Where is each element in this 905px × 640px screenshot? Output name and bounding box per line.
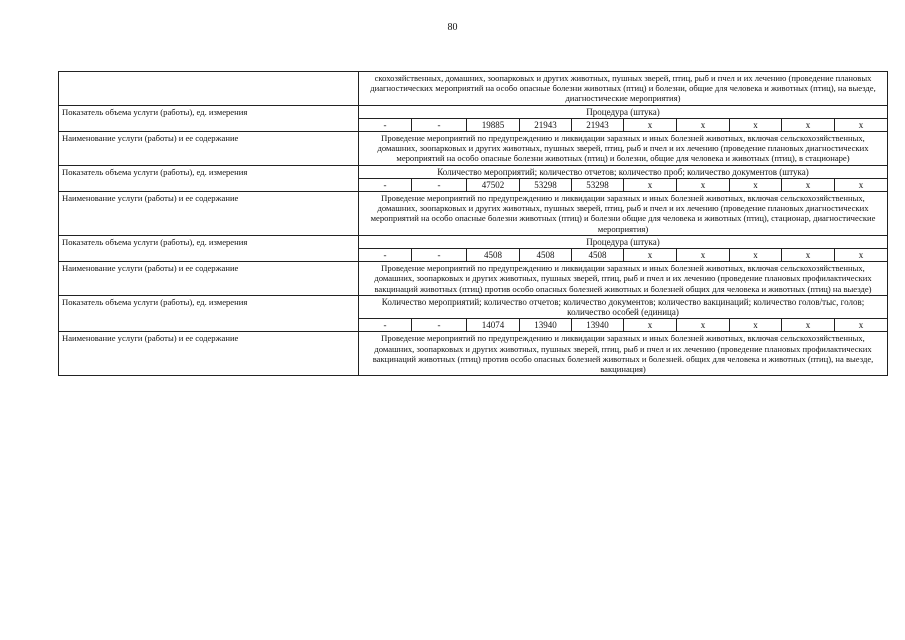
- value-cell: х: [835, 178, 888, 191]
- service-description: Проведение мероприятий по предупреждению и ликвидации заразных и иных болезней животных, включая сельскохозяйственных, домашних, зоопарковых и других животных, пушных зверей, птиц, рыб и пчел и их лечению (проведение плановых профилактических вакцинаций животных (птиц) против особо опасных болезней животных и болезней общих для человека и животных (птиц) на выезде): [359, 262, 888, 296]
- row-label: Показатель объема услуги (работы), ед. измерения: [59, 295, 359, 332]
- value-cell: х: [835, 319, 888, 332]
- indicator-unit-row: [59, 235, 888, 248]
- value-cell: х: [835, 118, 888, 131]
- value-cell: х: [730, 319, 782, 332]
- value-cell: -: [412, 118, 467, 131]
- value-cell: 19885: [467, 118, 520, 131]
- indicator-unit-row: [59, 165, 888, 178]
- value-cell: 4508: [520, 249, 572, 262]
- service-name-row: [59, 262, 888, 296]
- indicator-unit: Процедура (штука): [359, 235, 888, 248]
- row-label: Показатель объема услуги (работы), ед. измерения: [59, 105, 359, 131]
- row-label: Наименование услуги (работы) и ее содержание: [59, 332, 359, 376]
- value-cell: х: [677, 249, 730, 262]
- value-cell: х: [624, 319, 677, 332]
- value-cell: х: [624, 118, 677, 131]
- service-name-row: [59, 72, 888, 106]
- value-cell: 53298: [520, 178, 572, 191]
- value-cell: 4508: [572, 249, 624, 262]
- value-cell: 53298: [572, 178, 624, 191]
- value-cell: -: [359, 249, 412, 262]
- row-label: Показатель объема услуги (работы), ед. измерения: [59, 165, 359, 191]
- indicator-unit: Количество мероприятий; количество отчетов; количество документов; количество вакцинаций; количество голов/тыс, голов; количество особей (единица): [359, 295, 888, 318]
- value-cell: -: [412, 178, 467, 191]
- service-table: [58, 71, 888, 376]
- value-cell: 13940: [572, 319, 624, 332]
- value-cell: х: [782, 178, 835, 191]
- value-cell: 4508: [467, 249, 520, 262]
- service-name-row: [59, 332, 888, 376]
- value-cell: х: [782, 249, 835, 262]
- value-cell: х: [677, 319, 730, 332]
- value-cell: 47502: [467, 178, 520, 191]
- service-description: скохозяйственных, домашних, зоопарковых и других животных, пушных зверей, птиц, рыб и пчел и их лечению (проведение плановых диагностических мероприятий на особо опасные болезни животных (птиц) и болезни, общие для человека и животных (птиц), на выезде, диагностические мероприятия): [359, 72, 888, 106]
- service-description: Проведение мероприятий по предупреждению и ликвидации заразных и иных болезней животных, включая сельскохозяйственных, домашних, зоопарковых и других животных, пушных зверей, птиц, рыб и пчел и их лечению (проведение плановых диагностических мероприятий на особо опасные болезни животных (птиц) и болезни общие для человека и животных (птиц), стационар, диагностические мероприятия): [359, 192, 888, 236]
- table-body: [59, 72, 888, 376]
- service-name-row: [59, 192, 888, 236]
- indicator-unit-row: [59, 295, 888, 318]
- value-cell: -: [412, 249, 467, 262]
- value-cell: -: [359, 319, 412, 332]
- row-label: Наименование услуги (работы) и ее содержание: [59, 262, 359, 296]
- value-cell: х: [730, 118, 782, 131]
- value-cell: -: [359, 118, 412, 131]
- page-number: 80: [447, 22, 458, 33]
- value-cell: х: [782, 319, 835, 332]
- value-cell: -: [412, 319, 467, 332]
- value-cell: х: [624, 178, 677, 191]
- service-name-row: [59, 132, 888, 166]
- value-cell: 21943: [572, 118, 624, 131]
- value-cell: х: [677, 178, 730, 191]
- service-description: Проведение мероприятий по предупреждению и ликвидации заразных и иных болезней животных, включая сельскохозяйственных, домашних, зоопарковых и других животных, пушных зверей, птиц, рыб и пчел и их лечению (проведение плановых диагностических мероприятий на особо опасные болезни животных (птиц) и болезни, общие для человека и животных (птиц), в стационаре): [359, 132, 888, 166]
- row-label: Показатель объема услуги (работы), ед. измерения: [59, 235, 359, 261]
- value-cell: х: [677, 118, 730, 131]
- value-cell: -: [359, 178, 412, 191]
- value-cell: х: [624, 249, 677, 262]
- service-description: Проведение мероприятий по предупреждению и ликвидации заразных и иных болезней животных, включая сельскохозяйственных, домашних, зоопарковых и других животных, пушных зверей, птиц, рыб и пчел и их лечению (проведение плановых профилактических вакцинаций животных (птиц) против особо опасных болезней животных и болезней. общих для человека и животных (птиц), на выезде, вакцинация): [359, 332, 888, 376]
- value-cell: 14074: [467, 319, 520, 332]
- row-label: Наименование услуги (работы) и ее содержание: [59, 132, 359, 166]
- value-cell: х: [782, 118, 835, 131]
- value-cell: х: [730, 249, 782, 262]
- row-label: [59, 72, 359, 106]
- indicator-unit-row: [59, 105, 888, 118]
- indicator-unit: Процедура (штука): [359, 105, 888, 118]
- value-cell: 13940: [520, 319, 572, 332]
- value-cell: х: [730, 178, 782, 191]
- row-label: Наименование услуги (работы) и ее содержание: [59, 192, 359, 236]
- indicator-unit: Количество мероприятий; количество отчетов; количество проб; количество документов (штука): [359, 165, 888, 178]
- value-cell: 21943: [520, 118, 572, 131]
- value-cell: х: [835, 249, 888, 262]
